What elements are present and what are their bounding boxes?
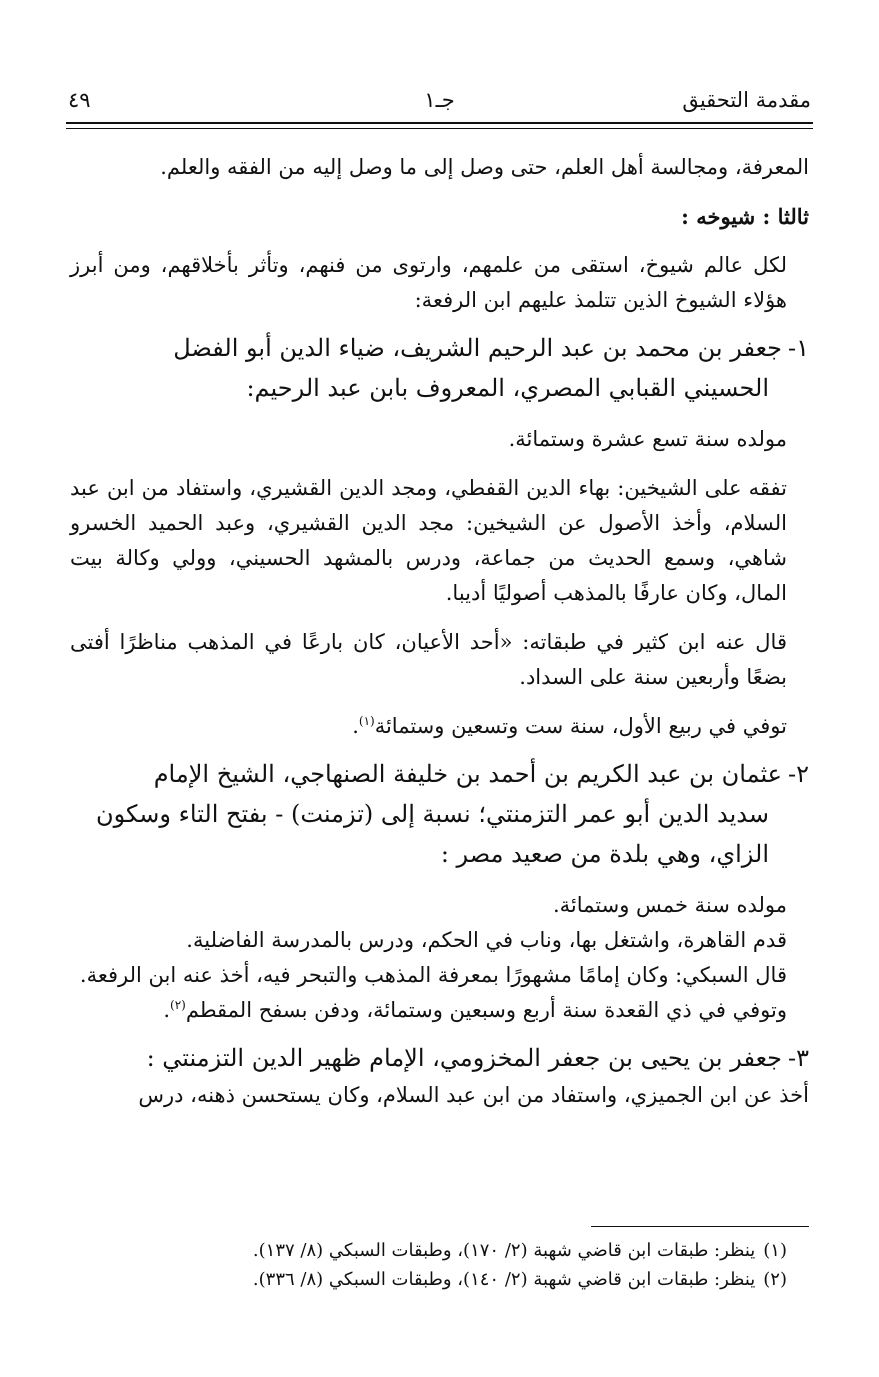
item-3-text: أخذ عن ابن الجميزي، واستفاد من ابن عبد السلام، وكان يستحسن ذهنه، درس — [138, 1083, 809, 1107]
item-1-study: تفقه على الشيخين: بهاء الدين القفطي، ومجد الدين القشيري، واستفاد من ابن عبد السلام، وأخذ الأصول عن الشيخين: مجد الدين القشيري، وعبد الحميد الخسرو شاهي، وسمع الحديث من جماعة، ودرس بالمشهد الحسيني، وولي وكالة بيت المال، وكان عارفًا بالمذهب أصوليًا أديبا. — [70, 476, 787, 605]
item-1-death — [70, 709, 809, 744]
item-3-number: ٣- — [788, 1044, 809, 1072]
item-2-death — [70, 993, 809, 1028]
running-header-volume: جـ١ — [424, 88, 455, 112]
item-1-quote: قال عنه ابن كثير في طبقاته: «أحد الأعيان، كان بارعًا في المذهب مناظرًا أفتى بضعًا وأربعين سنة على السداد. — [70, 630, 787, 689]
footnote-ref-1[interactable]: (١) — [358, 714, 375, 728]
item-1-death-text: توفي في ربيع الأول، سنة ست وتسعين وستمائة — [374, 714, 787, 738]
item-3-heading-line1: جعفر بن يحيى بن جعفر المخزومي، الإمام ظهير الدين التزمنتي : — [146, 1044, 782, 1072]
item-2-death-text: وتوفي في ذي القعدة سنة أربع وسبعين وستمائة، ودفن بسفح المقطم — [185, 998, 787, 1022]
footnotes — [70, 1236, 809, 1294]
item-1-birth: مولده سنة تسع عشرة وستمائة. — [508, 427, 787, 451]
item-2-career: قدم القاهرة، واشتغل بها، وناب في الحكم، ودرس بالمدرسة الفاضلية. — [186, 928, 787, 952]
footnote-ref-2[interactable]: (٢) — [170, 998, 186, 1012]
footnote-1 — [70, 1236, 809, 1265]
item-1-heading — [70, 328, 809, 368]
section-title: ثالثا : شيوخه : — [681, 204, 809, 229]
item-1-heading-line2: الحسيني القبابي المصري، المعروف بابن عبد الرحيم: — [246, 374, 769, 402]
running-header-section: مقدمة التحقيق — [682, 88, 811, 112]
item-2-birth: مولده سنة خمس وستمائة. — [552, 893, 787, 917]
item-2-heading-line3: الزاي، وهي بلدة من صعيد مصر : — [440, 840, 769, 868]
footnote-1-number: (١) — [763, 1240, 787, 1261]
footnote-2 — [70, 1265, 809, 1294]
main-text — [70, 150, 809, 1113]
item-1-death-end: . — [352, 714, 359, 738]
paragraph-continuation: المعرفة، ومجالسة أهل العلم، حتى وصل إلى ما وصل إليه من الفقه والعلم. — [160, 155, 809, 179]
item-2-heading — [70, 754, 809, 794]
footnote-1-text: ينظر: طبقات ابن قاضي شهبة (٢/ ١٧٠)، وطبقات السبكي (٨/ ١٣٧). — [252, 1240, 756, 1261]
footnote-separator — [591, 1226, 809, 1227]
item-3-heading — [70, 1038, 809, 1078]
header-rule-thick — [66, 122, 813, 124]
item-2-subki: قال السبكي: وكان إمامًا مشهورًا بمعرفة المذهب والتبحر فيه، أخذ عنه ابن الرفعة. — [79, 963, 787, 987]
item-2-death-end: . — [163, 998, 171, 1022]
footnote-2-text: ينظر: طبقات ابن قاضي شهبة (٢/ ١٤٠)، وطبقات السبكي (٨/ ٣٣٦). — [252, 1269, 756, 1290]
item-2-heading-line1: عثمان بن عبد الكريم بن أحمد بن خليفة الصنهاجي، الشيخ الإمام — [153, 760, 782, 788]
item-1-number: ١- — [788, 334, 809, 362]
footnote-2-number: (٢) — [763, 1269, 787, 1290]
paragraph-intro: لكل عالم شيوخ، استقى من علمهم، وارتوى من فنهم، وتأثر بأخلاقهم، ومن أبرز هؤلاء الشيوخ الذين تتلمذ عليهم ابن الرفعة: — [70, 253, 787, 312]
item-1-heading-line1: جعفر بن محمد بن عبد الرحيم الشريف، ضياء الدين أبو الفضل — [173, 334, 782, 362]
page-number: ٤٩ — [68, 88, 91, 112]
header-rule-thin — [66, 128, 813, 129]
item-2-heading-line2: سديد الدين أبو عمر التزمنتي؛ نسبة إلى (تزمنت) - بفتح التاء وسكون — [95, 800, 769, 828]
item-2-number: ٢- — [788, 760, 809, 788]
